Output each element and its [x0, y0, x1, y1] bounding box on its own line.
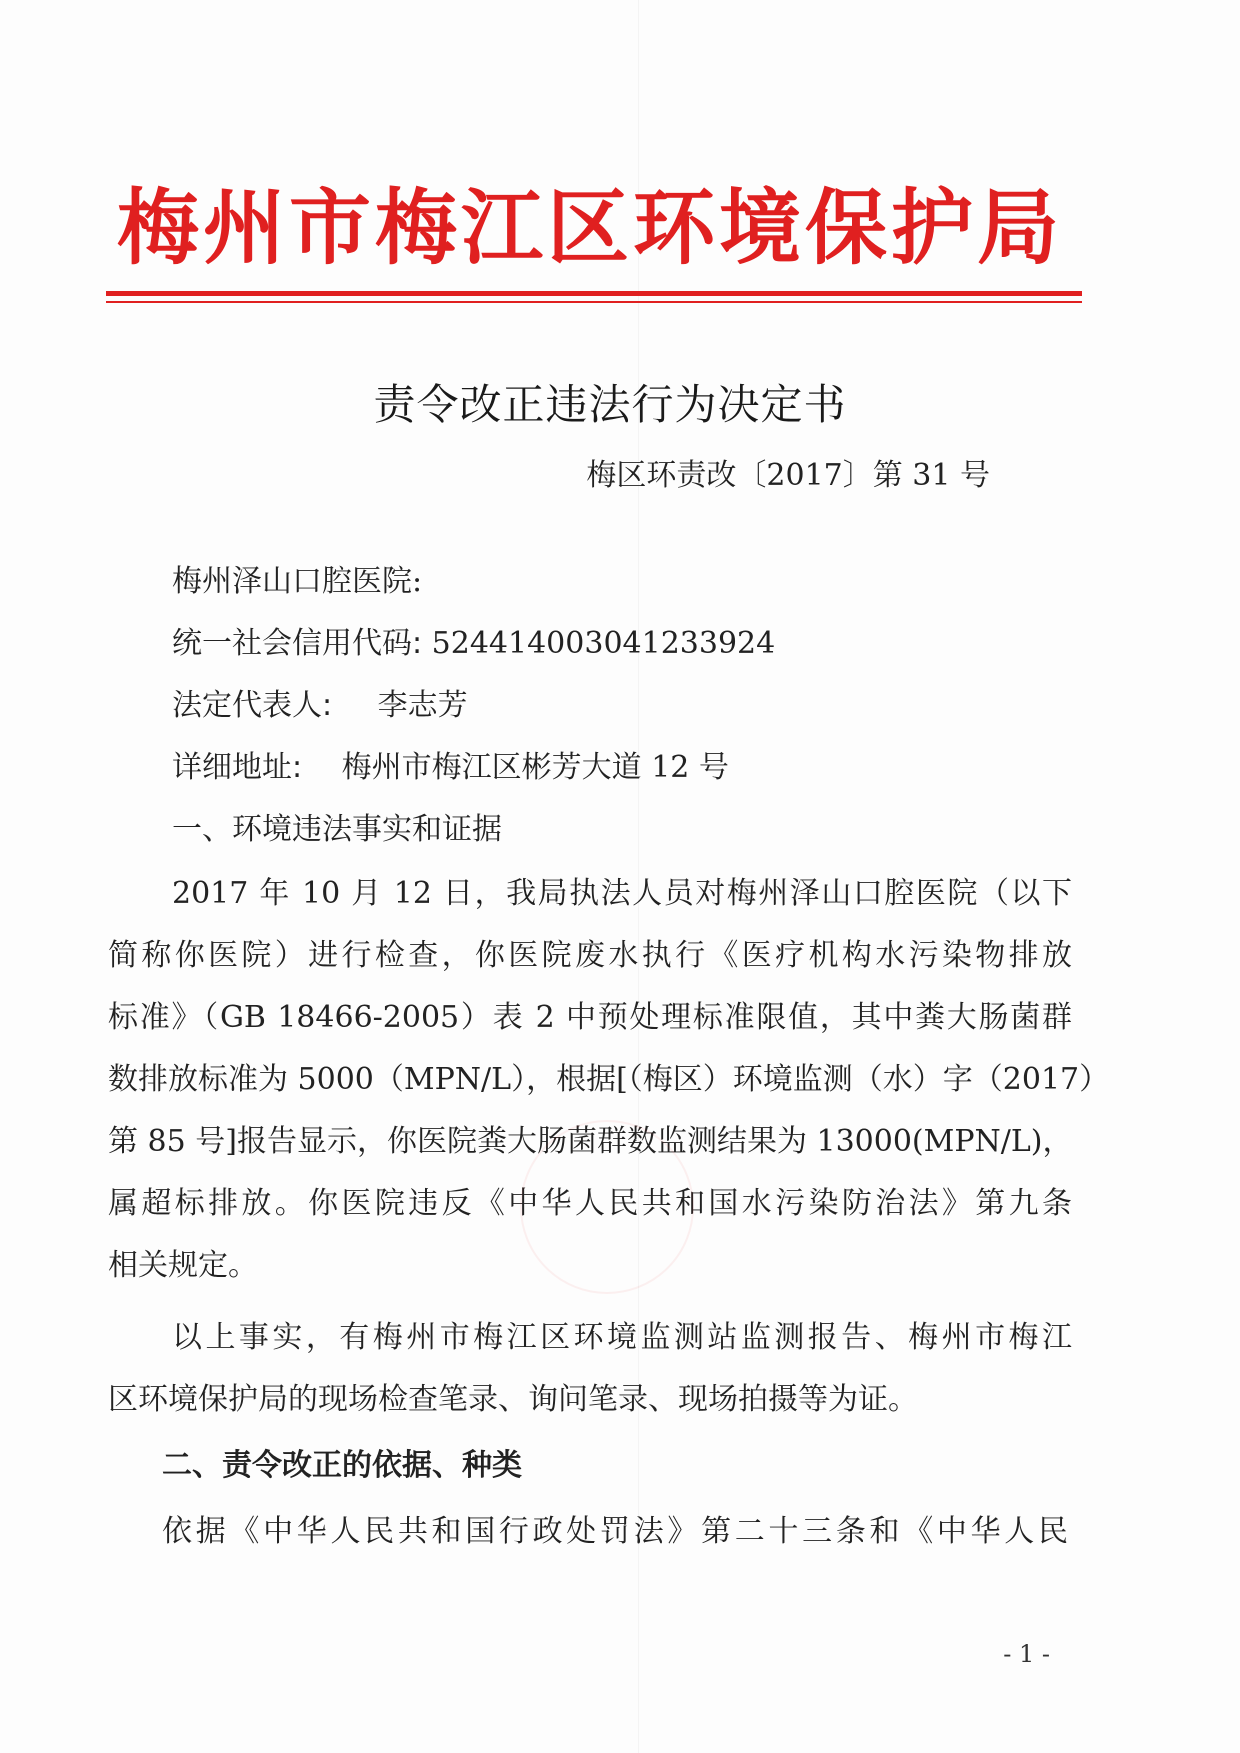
credit-code-row — [172, 624, 775, 664]
section1-para1-line6: 属超标排放。你医院违反《中华人民共和国水污染防治法》第九条 — [108, 1186, 1072, 1221]
section1-heading: 一、环境违法事实和证据 — [172, 812, 502, 847]
address-label: 详细地址: — [172, 750, 303, 785]
document-number: 梅区环责改〔2017〕第 31 号 — [586, 458, 990, 493]
section1-para1-line7: 相关规定。 — [108, 1248, 258, 1283]
legal-rep-row — [172, 686, 468, 726]
legal-rep-label: 法定代表人: — [172, 688, 333, 723]
section1-para2-line2: 区环境保护局的现场检查笔录、询问笔录、现场拍摄等为证。 — [108, 1382, 918, 1417]
section1-para2-line1: 以上事实，有梅州市梅江区环境监测站监测报告、梅州市梅江 — [172, 1320, 1072, 1355]
section2-para1-line1: 依据《中华人民共和国行政处罚法》第二十三条和《中华人民 — [162, 1514, 1068, 1549]
credit-code-value: 52441400304123392​4 — [431, 626, 776, 661]
address-row — [172, 748, 729, 788]
section1-para1-line1: 2017 年 10 月 12 日，我局执法人员对梅州泽山口腔医院（以下 — [172, 876, 1072, 911]
section1-para1-line4: 数排放标准为 5000（MPN/L），根据[（梅区）环境监测（水）字（2017） — [108, 1062, 1110, 1097]
agency-letterhead: 梅州市梅江区环境保护局 — [116, 180, 1063, 276]
recipient-name: 梅州泽山口腔医院: — [172, 564, 423, 599]
section1-para1-line3: 标准》（GB 18466-2005）表 2 中预处理标准限值，其中粪大肠菌群 — [108, 1000, 1072, 1035]
page-number: - 1 - — [1003, 1640, 1050, 1668]
document-title: 责令改正违法行为决定书 — [373, 380, 847, 429]
letterhead-rule-thick — [106, 291, 1082, 296]
section1-para1-line5: 第 85 号]报告显示，你医院粪大肠菌群数监测结果为 13000(MPN/L)， — [108, 1124, 1073, 1159]
legal-rep-value: 李志芳 — [377, 688, 468, 723]
address-value: 梅州市梅江区彬芳大道 12 号 — [341, 750, 729, 785]
faint-seal-mark — [520, 1120, 694, 1294]
section1-para1-line2: 简称你医院）进行检查，你医院废水执行《医疗机构水污染物排放 — [108, 938, 1072, 973]
letterhead-rule-thin — [106, 301, 1082, 303]
section2-heading: 二、责令改正的依据、种类 — [162, 1448, 522, 1483]
credit-code-label: 统一社会信用代码: — [172, 626, 423, 661]
